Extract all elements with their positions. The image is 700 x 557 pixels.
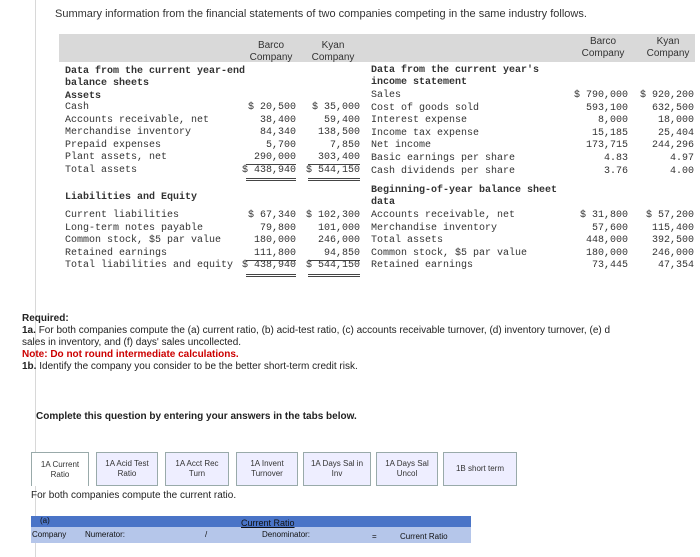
kyan-value: $ 57,200 <box>645 210 694 221</box>
kyan-value: 392,500 <box>651 235 694 247</box>
barco-value: 111,800 <box>253 247 296 259</box>
rule <box>246 260 296 261</box>
barco-value: 180,000 <box>585 247 628 259</box>
row-label: Accounts receivable, net <box>371 210 516 221</box>
barco-value: $ 67,340 <box>247 210 296 221</box>
kyan-value: 94,850 <box>323 247 360 259</box>
barco-header-left: Barco Company <box>249 40 293 63</box>
result-label: Current Ratio <box>400 532 448 541</box>
tab-current-ratio[interactable]: 1A Current Ratio <box>31 452 89 486</box>
rule <box>246 274 296 277</box>
company-col-label: Company <box>32 530 67 539</box>
kyan-value: $ 544,150 <box>305 165 360 176</box>
instructions: Complete this question by entering your answers in the tabs below. <box>36 411 357 422</box>
rule <box>308 274 360 277</box>
row-label: Net income <box>371 140 432 152</box>
row-label: Cash <box>65 102 90 113</box>
rule <box>308 260 360 261</box>
row-label: Retained earnings <box>371 260 474 272</box>
tab-acct-rec-turn[interactable]: 1A Acct Rec Turn <box>165 452 229 486</box>
row-label: Total assets <box>65 165 138 176</box>
barco-value: 8,000 <box>597 115 628 127</box>
rule <box>246 164 296 165</box>
row-label: Cash dividends per share <box>371 165 516 177</box>
barco-value: $ 31,800 <box>579 210 628 221</box>
kyan-value: $ 544,150 <box>305 260 360 272</box>
row-label: Merchandise inventory <box>371 222 498 234</box>
row-label: Prepaid expenses <box>65 139 162 151</box>
kyan-value: $ 35,000 <box>311 102 360 113</box>
boy-heading-1: Beginning-of-year balance sheet <box>371 185 558 196</box>
barco-value: $ 438,940 <box>241 165 296 176</box>
kyan-value: $ 102,300 <box>305 210 360 221</box>
kyan-header-left: Kyan Company <box>311 40 355 63</box>
barco-value: $ 20,500 <box>247 102 296 113</box>
tab-acid-test-ratio[interactable]: 1A Acid Test Ratio <box>96 452 158 486</box>
assets-heading: Assets <box>65 91 102 102</box>
numerator-label[interactable]: Numerator: <box>85 530 126 539</box>
row-label: Merchandise inventory <box>65 127 192 139</box>
barco-header-right: Barco Company <box>581 36 625 59</box>
barco-value: 38,400 <box>259 114 296 126</box>
row-label: Total assets <box>371 235 444 247</box>
barco-value: 180,000 <box>253 235 296 247</box>
kyan-value: 632,500 <box>651 102 694 114</box>
divide-sign: / <box>205 530 208 539</box>
kyan-value: 4.00 <box>669 165 694 177</box>
kyan-value: 246,000 <box>651 247 694 259</box>
kyan-value: 7,850 <box>329 139 360 151</box>
tab-short-term[interactable]: 1B short term <box>443 452 517 486</box>
barco-value: 290,000 <box>253 152 296 164</box>
kyan-value: 18,000 <box>657 115 694 127</box>
answer-letter: (a) <box>40 516 50 525</box>
right-heading-2: income statement <box>371 77 468 88</box>
barco-value: 79,800 <box>259 222 296 234</box>
barco-value: 593,100 <box>585 102 628 114</box>
tab-days-sales-uncol[interactable]: 1A Days Sal Uncol <box>376 452 438 486</box>
row-label: Basic earnings per share <box>371 153 516 164</box>
row-label: Common stock, $5 par value <box>371 247 528 259</box>
row-label: Plant assets, net <box>65 152 168 164</box>
liabilities-heading: Liabilities and Equity <box>65 192 198 203</box>
row-label: Common stock, $5 par value <box>65 235 222 247</box>
barco-value: 3.76 <box>603 165 628 177</box>
barco-value: 15,185 <box>591 127 628 139</box>
row-label: Sales <box>371 90 402 101</box>
denominator-label[interactable]: Denominator: <box>262 530 311 539</box>
left-heading-1: Data from the current year-end <box>65 66 246 77</box>
kyan-value: 25,404 <box>657 127 694 139</box>
rule <box>308 164 360 165</box>
row-label: Cost of goods sold <box>371 102 480 114</box>
kyan-value: 244,296 <box>651 140 694 152</box>
kyan-value: 59,400 <box>323 114 360 126</box>
rule <box>308 178 360 181</box>
row-label: Income tax expense <box>371 127 480 139</box>
kyan-value: $ 920,200 <box>639 90 694 101</box>
row-label: Total liabilities and equity <box>65 260 234 272</box>
row-label: Interest expense <box>371 115 468 127</box>
rule <box>246 178 296 181</box>
barco-value: 173,715 <box>585 140 628 152</box>
barco-value: 57,600 <box>591 222 628 234</box>
row-label: Current liabilities <box>65 210 180 221</box>
row-label: Retained earnings <box>65 247 168 259</box>
tab-days-sales-inv[interactable]: 1A Days Sal in Inv <box>303 452 371 486</box>
equals-sign: = <box>372 532 377 541</box>
row-label: Long-term notes payable <box>65 222 204 234</box>
kyan-value: 138,500 <box>317 127 360 139</box>
kyan-value: 246,000 <box>317 235 360 247</box>
barco-value: $ 790,000 <box>573 90 628 101</box>
barco-value: 5,700 <box>265 139 296 151</box>
intro-text: Summary information from the financial statements of two companies competing in the same industry follows. <box>55 8 587 20</box>
kyan-value: 4.97 <box>669 153 694 164</box>
kyan-value: 303,400 <box>317 152 360 164</box>
barco-value: $ 438,940 <box>241 260 296 272</box>
barco-value: 73,445 <box>591 260 628 272</box>
answer-title: Current Ratio <box>241 518 295 528</box>
question-text: For both companies compute the current ratio. <box>31 490 237 501</box>
required-section: Required: 1a. For both companies compute the (a) current ratio, (b) acid-test ratio, (c) accounts receivable turnover, (d) inventory turnover, (e) d sales in inventory, and (f) days' sales uncollected. Note: Do not round intermediate calculations. 1b. Identify the company you consider to be the better short-term credit risk. <box>22 313 611 372</box>
tab-inventory-turnover[interactable]: 1A Invent Turnover <box>236 452 298 486</box>
left-heading-2: balance sheets <box>65 78 150 89</box>
barco-value: 84,340 <box>259 127 296 139</box>
barco-value: 448,000 <box>585 235 628 247</box>
kyan-value: 115,400 <box>651 222 694 234</box>
kyan-value: 47,354 <box>657 260 694 272</box>
right-heading-1: Data from the current year's <box>371 65 540 76</box>
barco-value: 4.83 <box>603 153 628 164</box>
kyan-value: 101,000 <box>317 222 360 234</box>
row-label: Accounts receivable, net <box>65 114 210 126</box>
boy-heading-2: data <box>371 197 396 208</box>
kyan-header-right: Kyan Company <box>646 36 690 59</box>
